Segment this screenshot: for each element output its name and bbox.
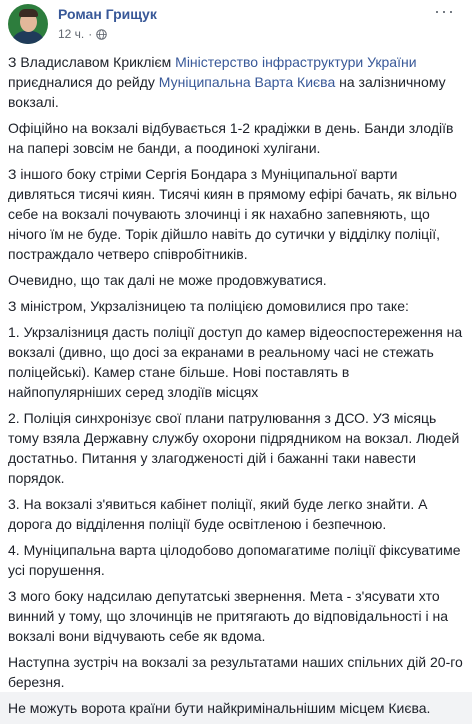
post-paragraph: 2. Поліція синхронізує свої плани патрулювання з ДСО. УЗ місяць тому взяла Державну службу охорони підрядником на вокзал. Людей достатньо. Питання у злагодженості дій і бажанні таки навести порядок.: [8, 410, 460, 486]
globe-icon[interactable]: [96, 29, 107, 40]
post-text: [8, 52, 464, 724]
post-paragraph: Очевидно, що так далі не може продовжуватися.: [8, 272, 327, 288]
post-paragraph: З міністром, Укрзалізницею та поліцією домовилися про таке:: [8, 298, 409, 314]
post-paragraph: 3. На вокзалі з'явиться кабінет поліції, який буде легко знайти. А дорога до відділення поліції буде освітленою і безпечною.: [8, 496, 428, 532]
avatar-shirt: [11, 31, 45, 44]
post-paragraph: Не можуть ворота країни бути найкримінальнішим місцем Києва.: [8, 700, 431, 716]
post-paragraph: Офіційно на вокзалі відбувається 1-2 крадіжки в день. Банди злодіїв на папері зовсім не банди, а поодинокі хулігани.: [8, 120, 454, 156]
author-name[interactable]: Роман Грищук: [58, 6, 157, 22]
ministry-link[interactable]: Міністерство інфраструктури України: [175, 54, 417, 70]
intro-text: приєдналися до рейду: [8, 74, 159, 90]
more-options-icon[interactable]: ···: [434, 1, 455, 21]
post-header: [0, 0, 472, 46]
post-paragraph: Наступна зустріч на вокзалі за результатами наших спільних дій 20-го березня.: [8, 654, 463, 690]
intro-text: на залізничному вокзалі.: [8, 74, 446, 110]
post-intro: [8, 52, 464, 112]
post-paragraph: 4. Муніципальна варта цілодобово допомагатиме поліції фіксуватиме усі порушення.: [8, 542, 461, 578]
meta-separator: ·: [88, 27, 93, 41]
avatar-hair: [19, 9, 38, 17]
post-paragraph: 1. Укрзалізниця дасть поліції доступ до камер відеоспостереження на вокзалі (дивно, що досі за екранами в реальному часі не стежать поліцейські). Камер стане більше. Нові поставлять в найпопулярніших серед злодіїв місцях: [8, 324, 463, 400]
municipal-guard-link[interactable]: Муніципальна Варта Києва: [158, 74, 336, 90]
intro-text: З Владиславом Криклієм: [8, 54, 176, 70]
post-timestamp[interactable]: 12 ч.: [58, 27, 85, 41]
post-meta: [58, 27, 107, 41]
avatar[interactable]: [8, 4, 48, 44]
post-paragraph: З мого боку надсилаю депутатські звернення. Мета - з'ясувати хто винний у тому, що злочинців не притягають до відповідальності і на вокзалі вони відчувають себе як вдома.: [8, 588, 449, 644]
post-paragraph: З іншого боку стріми Сергія Бондара з Муніципальної варти дивляться тисячі киян. Тисячі киян в прямому ефірі бачать, як вільно себе на вокзалі почувають злочинці і як нахабно запевняють, що нічого їм не буде. Торік дійшло навіть до сутички у відділку поліції, постраждало четверо співробітників.: [8, 166, 457, 262]
